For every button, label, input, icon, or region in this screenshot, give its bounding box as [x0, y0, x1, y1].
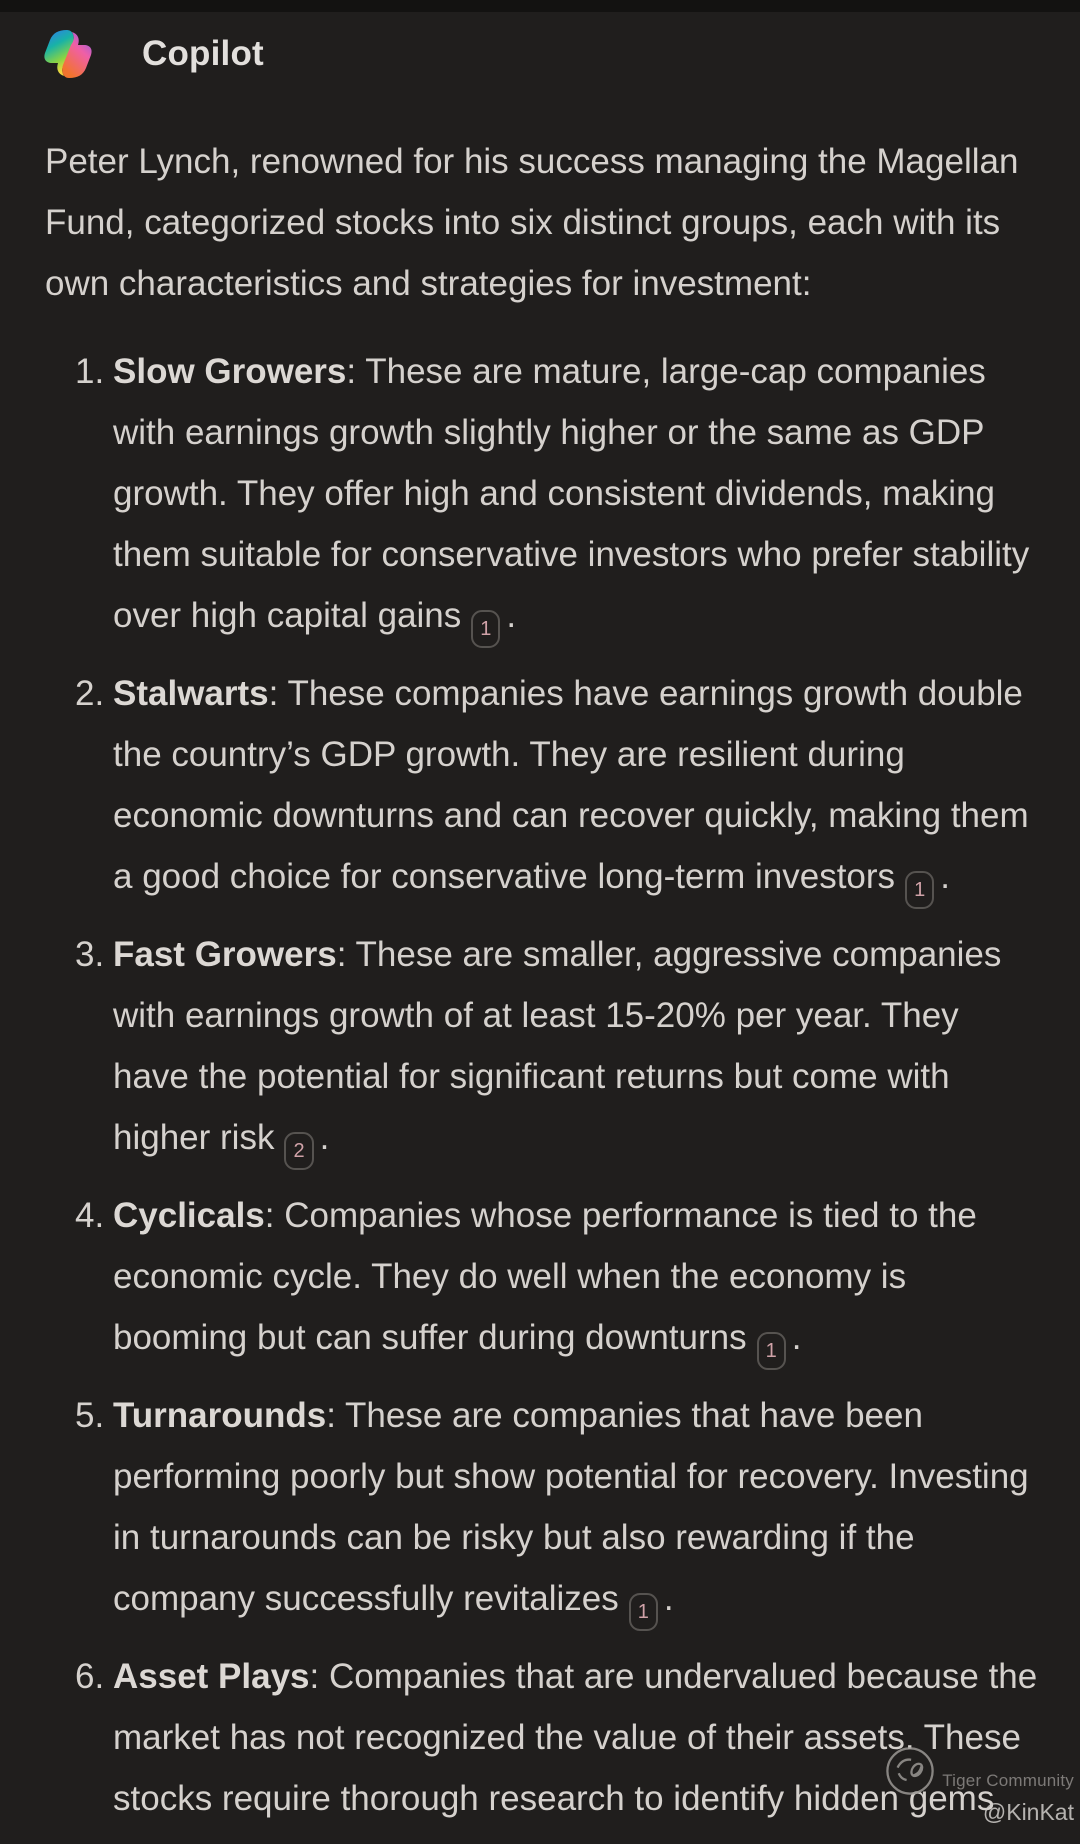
list-item-body: : These are mature, large-cap companies with earnings growth slightly higher or the same as GDP growth. They offer high and consistent dividends, making them suitable for conservative investors who prefer stability over high capital gains — [113, 352, 1030, 635]
list-item-body: : These are companies that have been performing poorly but show potential for recovery. Investing in turnarounds can be risky but also rewarding if the company successfully revitalizes — [113, 1396, 1029, 1618]
list-item — [45, 663, 1043, 909]
list-item-title: Turnarounds — [113, 1396, 327, 1435]
list-item-body: : Companies that are undervalued because the market has not recognized the value of their assets. These stocks require thorough research to identify hidden gems — [113, 1657, 1038, 1818]
chat-response — [0, 131, 1080, 1829]
list-item — [45, 1385, 1043, 1631]
list-item — [45, 924, 1043, 1170]
citation-badge[interactable]: 1 — [905, 871, 934, 909]
list-item-title: Slow Growers — [113, 352, 347, 391]
list-item-number: 1. — [75, 352, 105, 391]
list-item-number: 2. — [75, 674, 105, 713]
tiger-logo-icon — [884, 1745, 936, 1797]
list-item-number: 6. — [75, 1657, 105, 1696]
list-item-title: Asset Plays — [113, 1657, 310, 1696]
watermark-handle: @KinKat — [982, 1799, 1074, 1825]
list-item-suffix: . — [663, 1579, 674, 1618]
list-item-suffix: . — [506, 596, 517, 635]
copilot-logo-icon — [40, 26, 96, 82]
list-item-suffix: . — [940, 857, 950, 896]
watermark-community-label: Tiger Community — [942, 1771, 1074, 1790]
list-item — [45, 1185, 1043, 1370]
citation-badge[interactable]: 1 — [471, 610, 500, 648]
list-item-body: : These are smaller, aggressive companies with earnings growth of at least 15-20% per year. They have the potential for significant returns but come with higher risk — [113, 935, 1002, 1157]
app-title: Copilot — [142, 34, 264, 73]
list-item-number: 5. — [75, 1396, 105, 1435]
intro-paragraph: Peter Lynch, renowned for his success managing the Magellan Fund, categorized stocks into six distinct groups, each with its own characteristics and strategies for investment: — [45, 142, 1019, 303]
header — [0, 12, 1080, 82]
list-item-body: : Companies whose performance is tied to the economic cycle. They do well when the economy is booming but can suffer during downturns — [113, 1196, 977, 1357]
stock-categories-list — [45, 341, 1043, 1829]
list-item-suffix: . — [791, 1318, 802, 1357]
status-bar — [0, 0, 1080, 12]
list-item-title: Stalwarts — [113, 674, 269, 713]
list-item-number: 3. — [75, 935, 105, 974]
list-item-suffix: . — [319, 1118, 330, 1157]
list-item-title: Cyclicals — [113, 1196, 265, 1235]
citation-badge[interactable]: 2 — [284, 1132, 313, 1170]
watermark — [884, 1745, 1074, 1825]
citation-badge[interactable]: 1 — [629, 1593, 658, 1631]
citation-badge[interactable]: 1 — [757, 1332, 786, 1370]
list-item — [45, 341, 1043, 648]
list-item-title: Fast Growers — [113, 935, 337, 974]
list-item-number: 4. — [75, 1196, 105, 1235]
list-item-body: : These companies have earnings growth double the country’s GDP growth. They are resilient during economic downturns and can recover quickly, making them a good choice for conservative long-term investors — [113, 674, 1029, 896]
